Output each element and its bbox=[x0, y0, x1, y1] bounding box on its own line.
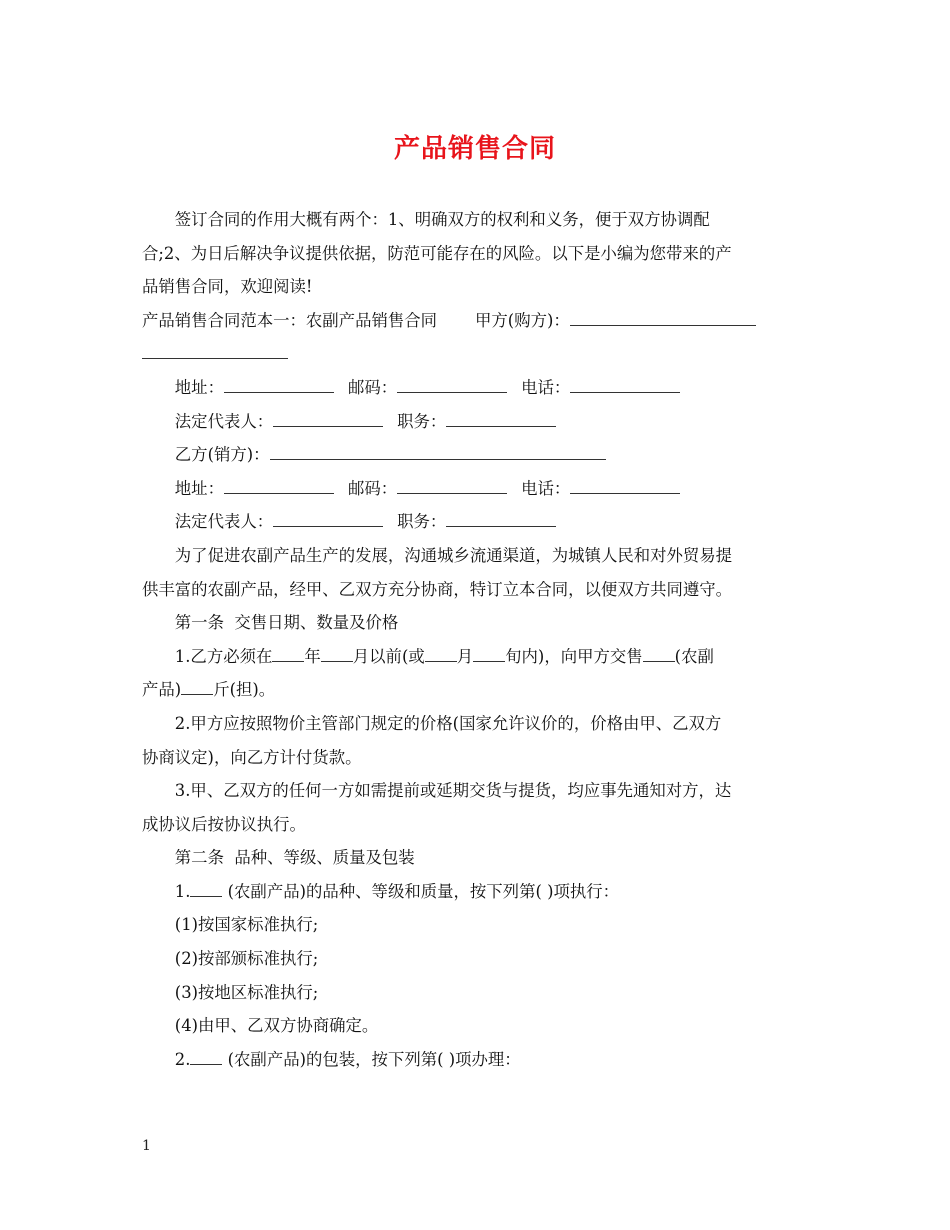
clause-text: 产品) bbox=[142, 680, 182, 700]
party-b-label: 乙方(销方)： bbox=[174, 445, 270, 465]
party-a-address-label: 地址： bbox=[174, 377, 224, 397]
party-a-label: 甲方(购方)： bbox=[475, 310, 570, 330]
preamble-line-1: 为了促进农副产品生产的发展，沟通城乡流通渠道，为城镇人民和对外贸易提 bbox=[174, 545, 733, 565]
document-body bbox=[142, 203, 812, 1076]
intro-line-3: 品销售合同，欢迎阅读! bbox=[142, 277, 313, 297]
document-title: 产品销售合同 bbox=[393, 134, 556, 164]
clause-text: 旬内)，向甲方交售 bbox=[505, 646, 643, 666]
year-blank[interactable] bbox=[272, 645, 304, 662]
party-a-phone-blank[interactable] bbox=[570, 376, 680, 393]
party-b-rep-blank[interactable] bbox=[273, 511, 383, 528]
party-b-line bbox=[142, 438, 812, 472]
example-title: 产品销售合同范本一：农副产品销售合同 bbox=[142, 310, 438, 330]
party-a-rep-line bbox=[142, 405, 812, 439]
party-b-address-line bbox=[142, 472, 812, 506]
clause-text: (农副产品)的包装，按下列第( )项办理： bbox=[222, 1049, 521, 1069]
party-a-address-line bbox=[142, 371, 812, 405]
intro-line-1: 签订合同的作用大概有两个：1、明确双方的权利和义务，便于双方协调配 bbox=[174, 210, 710, 229]
clause-text: 2. bbox=[174, 1049, 191, 1069]
party-a-position-label: 职务： bbox=[397, 411, 447, 431]
clause-text: 斤(担)。 bbox=[213, 680, 276, 700]
option-3: (3)按地区标准执行; bbox=[174, 982, 319, 1002]
party-b-position-label: 职务： bbox=[397, 512, 447, 532]
product-blank[interactable] bbox=[190, 1048, 222, 1065]
party-a-address-blank[interactable] bbox=[224, 376, 334, 393]
article-1-clause-3-line-1: 3.甲、乙双方的任何一方如需提前或延期交货与提货，均应事先通知对方，达 bbox=[174, 781, 732, 801]
article-1-clause-2-line-1: 2.甲方应按照物价主管部门规定的价格(国家允许议价的，价格由甲、乙双方 bbox=[174, 713, 722, 733]
clause-text: 1. bbox=[174, 881, 191, 901]
product-blank[interactable] bbox=[190, 880, 222, 897]
party-b-rep-label: 法定代表人： bbox=[174, 512, 274, 532]
party-a-name-blank-cont[interactable] bbox=[142, 343, 288, 360]
alt-month-blank[interactable] bbox=[425, 645, 457, 662]
clause-text: (农副 bbox=[674, 646, 714, 666]
month-blank[interactable] bbox=[321, 645, 353, 662]
option-4: (4)由甲、乙双方协商确定。 bbox=[174, 1016, 379, 1036]
party-a-blank-line bbox=[142, 337, 812, 371]
party-b-phone-blank[interactable] bbox=[570, 477, 680, 494]
clause-text: 月 bbox=[456, 646, 474, 666]
quantity-blank[interactable] bbox=[181, 679, 213, 696]
article-1-clause-3-line-2: 成协议后按协议执行。 bbox=[142, 814, 306, 834]
option-2: (2)按部颁标准执行; bbox=[174, 949, 319, 969]
preamble-line-2: 供丰富的农副产品，经甲、乙双方充分协商，特订立本合同，以便双方共同遵守。 bbox=[142, 579, 733, 599]
clause-text: 年 bbox=[304, 646, 321, 666]
party-b-address-blank[interactable] bbox=[224, 477, 334, 494]
article-1-clause-1-line-2 bbox=[142, 673, 812, 707]
article-1-heading: 第一条 交售日期、数量及价格 bbox=[174, 613, 399, 633]
party-a-postcode-label: 邮码： bbox=[347, 377, 398, 397]
party-b-position-blank[interactable] bbox=[446, 511, 556, 528]
party-b-name-blank[interactable] bbox=[270, 444, 606, 461]
party-b-postcode-label: 邮码： bbox=[347, 478, 398, 498]
article-1-clause-2-line-2: 协商议定)，向乙方计付货款。 bbox=[142, 747, 362, 767]
product-blank[interactable] bbox=[643, 645, 675, 662]
party-b-rep-line bbox=[142, 505, 812, 539]
article-2-heading: 第二条 品种、等级、质量及包装 bbox=[174, 848, 415, 868]
clause-text: (农副产品)的品种、等级和质量，按下列第( )项执行： bbox=[222, 881, 620, 901]
party-a-rep-blank[interactable] bbox=[273, 410, 383, 427]
clause-text: 1.乙方必须在 bbox=[174, 646, 273, 666]
article-1-clause-1-line-1 bbox=[142, 640, 812, 674]
article-2-clause-2 bbox=[142, 1043, 812, 1077]
intro-line-2: 合;2、为日后解决争议提供依据，防范可能存在的风险。以下是小编为您带来的产 bbox=[142, 243, 732, 263]
party-a-name-blank[interactable] bbox=[570, 309, 756, 326]
party-b-postcode-blank[interactable] bbox=[397, 477, 507, 494]
party-a-postcode-blank[interactable] bbox=[397, 376, 507, 393]
party-a-position-blank[interactable] bbox=[446, 410, 556, 427]
period-blank[interactable] bbox=[473, 645, 505, 662]
page-number: 1 bbox=[142, 1138, 151, 1154]
clause-text: 月以前(或 bbox=[352, 646, 425, 666]
party-b-phone-label: 电话： bbox=[521, 478, 571, 498]
party-a-phone-label: 电话： bbox=[521, 377, 571, 397]
option-1: (1)按国家标准执行; bbox=[174, 915, 319, 935]
party-a-line bbox=[142, 304, 812, 338]
party-b-address-label: 地址： bbox=[174, 478, 224, 498]
party-a-rep-label: 法定代表人： bbox=[174, 411, 274, 431]
article-2-clause-1 bbox=[142, 875, 812, 909]
